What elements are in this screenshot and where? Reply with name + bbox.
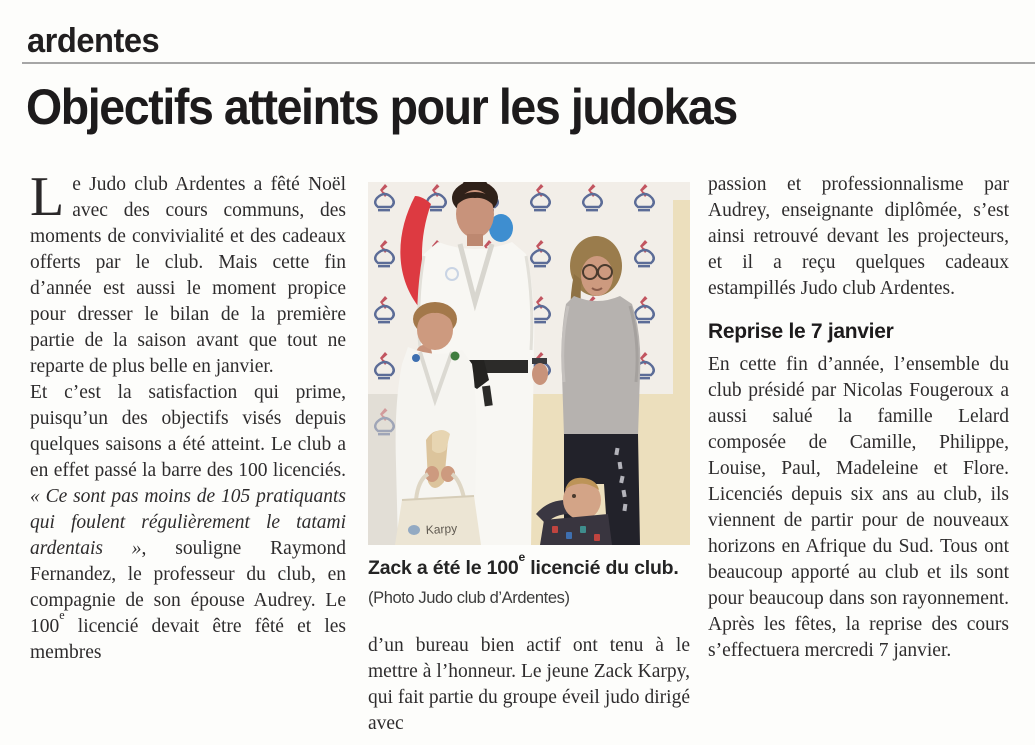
subheading-reprise: Reprise le 7 janvier: [708, 320, 894, 343]
photo-credit: (Photo Judo club d’Ardentes): [368, 589, 570, 607]
paragraph-lead-text: e Judo club Ardentes a fêté Noël avec des cours communs, des moments de convivialité et des cadeaux offerts par le club. Mais cette fin d’année est aussi le moment propice pour dresser le bilan de la première partie de la saison avant que tout ne reparte de plus belle en janvier.: [30, 174, 346, 377]
section-title: ardentes: [27, 22, 160, 60]
article-column-left: [30, 166, 346, 666]
caption-main-b: licencié du club.: [525, 557, 679, 579]
paragraph-two-end: licencié devait être fêté et les membres: [30, 616, 346, 663]
article-figure: [368, 182, 690, 612]
drop-cap: L: [30, 166, 65, 228]
judo-club-photo: [368, 182, 690, 545]
paragraph-reprise: En cette fin d’année, l’ensemble du club présidé par Nicolas Fougeroux a aussi salué la famille Lelard composée de Camille, Philippe, Louise, Paul, Madeleine et Flore. Licenciés depuis six ans au club, ils viennent de partir pour de nouveaux horizons en Afrique du Sud. Tous ont beaucoup apporté au club et ils sont pour beaucoup dans son rayonnement. Après les fêtes, la reprise des cours s’effectuera mercredi 7 janvier.: [708, 354, 1009, 661]
photo-caption: [368, 550, 690, 612]
caption-main-a: Zack a été le 100: [368, 557, 519, 579]
quote-italic: « Ce sont pas moins de 105 pratiquants qui foulent régulièrement le tatami ardentais »: [30, 486, 346, 559]
caption-superscript: e: [518, 550, 526, 565]
paragraph-two-mid: , souligne Raymond Fernandez, le professeur du club, en compagnie de son épouse Audrey. Le 100: [30, 538, 346, 637]
ordinal-superscript: e: [59, 608, 65, 623]
bag-name-text: Karpy: [425, 521, 458, 537]
paragraph-middle-continuation: d’un bureau bien actif ont tenu à le mettre à l’honneur. Le jeune Zack Karpy, qui fait partie du groupe éveil judo dirigé avec: [368, 635, 690, 734]
article-column-middle: [368, 172, 690, 737]
paragraph-right-continuation: passion et professionnalisme par Audrey, enseignante diplômée, s’est ainsi retrouvé devant les projecteurs, et il a reçu quelques cadeaux estampillés Judo club Ardentes.: [708, 174, 1009, 299]
paragraph-two: [30, 380, 346, 666]
article-column-right: [708, 172, 1009, 664]
paragraph-two-start: Et c’est la satisfaction qui prime, puisqu’un des objectifs visés depuis quelques saisons a été atteint. Le club a en effet passé la barre des 100 licenciés.: [30, 382, 346, 481]
paragraph-lead: [30, 166, 346, 380]
article-headline: Objectifs atteints pour les judokas: [26, 79, 737, 135]
section-divider-rule: [22, 62, 1035, 64]
